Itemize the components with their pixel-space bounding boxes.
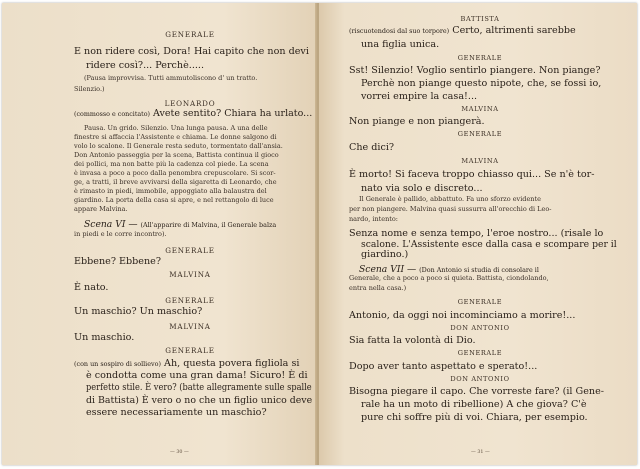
stage-direction-line: Pausa. Un grido. Silenzio. Una lunga pausa. A una delle bbox=[84, 124, 268, 132]
speaker-name: GENERALE bbox=[165, 246, 215, 255]
dialogue-line: Bisogna piegare il capo. Che vorreste fare? (il Gene- bbox=[349, 386, 604, 397]
dialogue-text: Certo, altrimenti sarebbe bbox=[452, 25, 576, 36]
right-page bbox=[319, 3, 637, 465]
scene-direction: (All'apparire di Malvina, il Generale balza bbox=[140, 221, 277, 229]
dialogue-line: Non piange e non piangerà. bbox=[349, 116, 485, 127]
scene-title: Scena VI bbox=[84, 219, 126, 230]
dialogue-line: Perchè non piange questo nipote, che, se fossi io, bbox=[361, 78, 602, 89]
dialogue-line bbox=[74, 109, 312, 119]
speaker-name: GENERALE bbox=[165, 346, 215, 355]
dialogue-line: È nato. bbox=[74, 282, 109, 293]
dialogue-line: Sia fatta la volontà di Dio. bbox=[349, 335, 476, 346]
stage-parenthetical: (riscuotendosi dal suo torpore) bbox=[349, 27, 450, 35]
dialogue-line: perfetto stile. È vero? (batte allegramente sulle spalle bbox=[86, 382, 312, 393]
stage-direction-line: nardo, intento: bbox=[349, 215, 399, 223]
dialogue-line: pure chi soffre più di voi. Chiara, per esempio. bbox=[361, 412, 588, 423]
speaker-name: GENERALE bbox=[457, 130, 503, 138]
stage-direction-line: Silenzio.) bbox=[74, 85, 105, 93]
speaker-name: GENERALE bbox=[457, 349, 503, 357]
dialogue-line bbox=[74, 359, 299, 369]
speaker-name: BATTISTA bbox=[460, 15, 500, 23]
stage-parenthetical: (con un sospiro di sollievo) bbox=[74, 360, 161, 368]
dialogue-line: Un maschio. bbox=[74, 332, 135, 343]
stage-direction-line: dei pollici, ma non batte più la cadenza col piede. La scena bbox=[74, 160, 269, 168]
speaker-name: MALVINA bbox=[169, 322, 211, 331]
dialogue-line: Antonio, da oggi noi incominciamo a morire!... bbox=[349, 310, 576, 321]
dialogue-text: Ah, questa povera figliola si bbox=[164, 358, 300, 369]
left-page bbox=[2, 3, 318, 465]
dialogue-line: nato via solo e discreto... bbox=[361, 183, 483, 194]
stage-direction-line: finestre si affaccia l'Assistente e chiama. Le donne salgono di bbox=[74, 133, 277, 141]
speaker-name: LEONARDO bbox=[164, 99, 216, 108]
dialogue-line: Dopo aver tanto aspettato e sperato!... bbox=[349, 361, 538, 372]
speaker-name: GENERALE bbox=[165, 30, 215, 39]
speaker-name: GENERALE bbox=[457, 298, 503, 306]
stage-direction-line: appare Malvina. bbox=[74, 205, 128, 213]
stage-direction-line: giardino. La porta della casa si apre, e nel rettangolo di luce bbox=[74, 196, 274, 204]
speaker-name: MALVINA bbox=[461, 105, 499, 113]
speaker-name: DON ANTONIO bbox=[450, 375, 510, 383]
dialogue-line: di Battista) È vero o no che un figlio unico deve bbox=[86, 395, 313, 406]
stage-direction-line: (Pausa improvvisa. Tutti ammutoliscono d' un tratto. bbox=[84, 74, 258, 82]
stage-direction-line: Don Antonio passeggia per la scena, Battista continua il gioco bbox=[74, 151, 279, 159]
dialogue-line: ridere così?... Perchè..... bbox=[86, 60, 205, 71]
speaker-name: MALVINA bbox=[169, 270, 211, 279]
dialogue-line: Un maschio? Un maschio? bbox=[74, 306, 203, 317]
dialogue-line: essere necessariamente un maschio? bbox=[86, 407, 267, 418]
scene-title: Scena VII bbox=[359, 264, 405, 275]
stage-direction-line: volo lo scalone. Il Generale resta seduto, tormentato dall'ansia. bbox=[74, 142, 283, 150]
speaker-name: GENERALE bbox=[457, 54, 503, 62]
stage-direction-line: è rimasto in piedi, immobile, appoggiato alla balaustra del bbox=[74, 187, 267, 195]
stage-direction-line: Il Generale è pallido, abbattuto. Fa uno sforzo evidente bbox=[359, 195, 541, 203]
scene-direction-line: in piedi e le corre incontro). bbox=[74, 230, 167, 238]
scene-dash: — bbox=[128, 219, 138, 230]
dialogue-line: giardino.) bbox=[361, 249, 409, 260]
dialogue-line: una figlia unica. bbox=[361, 39, 440, 50]
dialogue-line: Che dici? bbox=[349, 142, 395, 153]
speaker-name: DON ANTONIO bbox=[450, 324, 510, 332]
stage-direction-line: ge, a tratti, il breve avvivarsi della sigaretta di Leonardo, che bbox=[74, 178, 277, 186]
stage-direction-line: è invasa a poco a poco dalla penombra crepuscolare. Si scor- bbox=[74, 169, 276, 177]
dialogue-line: è condotta come una gran dama! Sicuro! È di bbox=[86, 370, 308, 381]
right-page-number: — 31 — bbox=[471, 450, 490, 455]
scene-heading bbox=[359, 265, 539, 274]
dialogue-line: Ebbene? Ebbene? bbox=[74, 256, 161, 267]
stage-parenthetical: (commosso e concitato) bbox=[74, 110, 150, 118]
scene-direction-line: entra nella casa.) bbox=[349, 284, 407, 292]
scene-direction-line: Generale, che a poco a poco si quieta. Battista, ciondolando, bbox=[349, 274, 549, 282]
scene-heading bbox=[84, 220, 276, 229]
open-book bbox=[2, 3, 637, 465]
left-page-number: — 30 — bbox=[170, 450, 189, 455]
scene-direction: (Don Antonio si studia di consolare il bbox=[419, 266, 539, 274]
dialogue-line: E non ridere così, Dora! Hai capito che non devi bbox=[74, 46, 309, 57]
dialogue-text: Avete sentito? Chiara ha urlato... bbox=[153, 108, 313, 119]
dialogue-line: rale ha un moto di ribellione) A che giova? C'è bbox=[361, 399, 587, 410]
dialogue-line: Sst! Silenzio! Voglio sentirlo piangere. Non piange? bbox=[349, 65, 601, 76]
speaker-name: GENERALE bbox=[165, 296, 215, 305]
dialogue-line: Senza nome e senza tempo, l'eroe nostro... (risale lo bbox=[349, 228, 604, 239]
speaker-name: MALVINA bbox=[461, 157, 499, 165]
dialogue-line: vorrei empire la casa!... bbox=[361, 91, 478, 102]
stage-direction-line: per non piangere. Malvina quasi sussurra all'orecchio di Leo- bbox=[349, 205, 552, 213]
dialogue-line: È morto! Si faceva troppo chiasso qui... Se n'è tor- bbox=[349, 169, 595, 180]
scene-dash: — bbox=[407, 264, 417, 275]
dialogue-line: scalone. L'Assistente esce dalla casa e scompare per il bbox=[361, 239, 617, 250]
dialogue-line bbox=[349, 26, 576, 36]
